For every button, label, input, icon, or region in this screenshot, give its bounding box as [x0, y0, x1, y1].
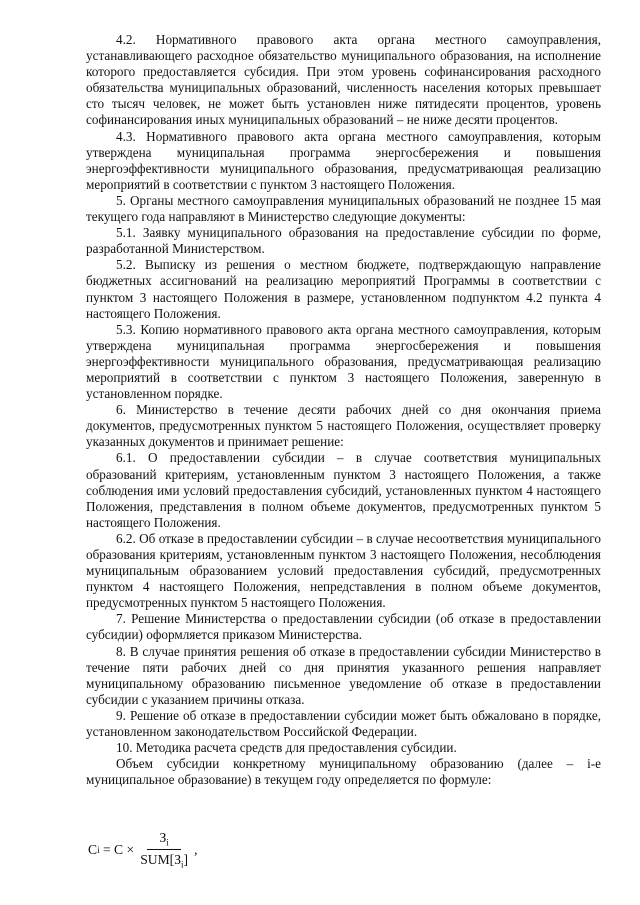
document-body — [86, 32, 601, 788]
formula-denominator — [136, 850, 192, 870]
paragraph-5: 5. Органы местного самоуправления муниципальных образований не позднее 15 мая текущего года направляют в Министерство следующие документы: — [86, 192, 601, 225]
paragraph-7: 7. Решение Министерства о предоставлении субсидии (об отказе в предоставлении субсидии) оформляется приказом Министерства. — [86, 611, 601, 643]
formula-tail: , — [194, 841, 198, 857]
paragraph-10: 10. Методика расчета средств для предоставления субсидии. — [116, 740, 457, 756]
subsidy-formula — [88, 830, 197, 869]
formula-equals-part: = C × — [99, 841, 135, 857]
formula-fraction — [136, 830, 192, 869]
formula-denominator-subscript: i — [181, 859, 184, 870]
paragraph-9: 9. Решение об отказе в предоставлении субсидии может быть обжаловано в порядке, установленном законодательством Российской Федерации. — [86, 707, 601, 740]
paragraph-6-2: 6.2. Об отказе в предоставлении субсидии – в случае несоответствия муниципального образования критериям, установленным пунктом 3 настоящего Положения, несоблюдения муниципальным образованием условий предоставления субсидий, предусмотренных пунктом 4 настоящего Положения, непредставления в полном объеме документов, предусмотренных пунктом 5 настоящего Положения. — [86, 530, 601, 611]
paragraph-5-3: 5.3. Копию нормативного правового акта органа местного самоуправления, которым утверждена муниципальная программа энергосбережения и повышения энергоэффективности муниципального образования, предусматривающая реализацию мероприятий в соответствии с пунктом 3 настоящего Положения, заверенную в установленном порядке. — [86, 321, 601, 402]
formula-numerator — [147, 830, 180, 850]
formula-denominator-symbol: SUM[З — [140, 851, 182, 867]
paragraph-5-2: 5.2. Выписку из решения о местном бюджете, подтверждающую направление бюджетных ассигнований на реализацию мероприятий Программы в соответствии с пунктом 3 настоящего Положения в размере, установленном подпунктом 4.2 пункта 4 настоящего Положения. — [86, 257, 601, 321]
formula-numerator-subscript: i — [166, 837, 169, 848]
formula-lhs-subscript: i — [97, 844, 100, 855]
formula-numerator-symbol: З — [159, 830, 167, 845]
formula-lhs: C — [88, 841, 98, 857]
paragraph-4-2: 4.2. Нормативного правового акта органа местного самоуправления, устанавливающего расходное обязательство муниципального образования, на исполнение которого предоставляется субсидия. При этом уровень софинансирования расходного обязательства муниципальных образований, численность населения которых превышает сто тысяч человек, не может быть установлен ниже пятидесяти процентов, уровень софинансирования иных муниципальных образований – не ниже десяти процентов. — [86, 32, 601, 128]
paragraph-subsidy-volume: Объем субсидии конкретному муниципальному образованию (далее – i-е муниципальное образование) в текущем году определяется по формуле: — [86, 756, 601, 788]
paragraph-6: 6. Министерство в течение десяти рабочих дней со дня окончания приема документов, предусмотренных пунктом 5 настоящего Положения, осуществляет проверку указанных документов и принимает решение: — [86, 402, 601, 450]
formula-denominator-close: ] — [183, 851, 189, 867]
paragraph-8: 8. В случае принятия решения об отказе в предоставлении субсидии Министерство в течение пяти рабочих дней со дня принятия указанного решения направляет муниципальному образованию письменное уведомление об отказе в предоставлении субсидии с указанием причины отказа. — [86, 643, 601, 707]
paragraph-4-3: 4.3. Нормативного правового акта органа местного самоуправления, которым утверждена муниципальная программа энергосбережения и повышения энергоэффективности муниципального образования, предусматривающая реализацию мероприятий в соответствии с пунктом 3 настоящего Положения. — [86, 128, 601, 192]
paragraph-5-1: 5.1. Заявку муниципального образования на предоставление субсидии по форме, разработанной Министерством. — [86, 225, 601, 257]
paragraph-6-1: 6.1. О предоставлении субсидии – в случае соответствия муниципальных образований критериям, установленным пунктом 3 настоящего Положения, а также соблюдения ими условий предоставления субсидий, установленных пунктом 4 настоящего Положения, представления в полном объеме документов, предусмотренных пунктом 5 настоящего Положения. — [86, 450, 601, 530]
